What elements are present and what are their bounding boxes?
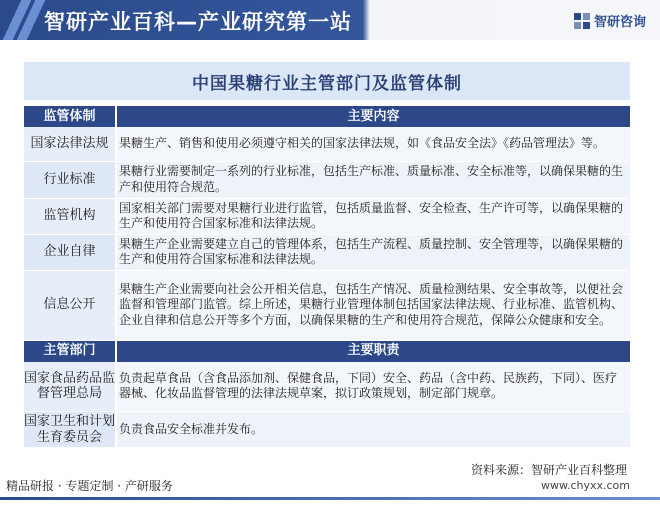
header-cell: 主要内容 [116, 106, 630, 127]
row-value: 果糖生产企业需要建立自己的管理体系，包括生产流程、质量控制、安全管理等，以确保果糖的生产和使用符合国家标准和法律法规。 [116, 234, 630, 270]
row-value: 果糖行业需要制定一系列的行业标准，包括生产标准、质量标准、安全标准等，以确保果糖的生产和使用符合规范。 [116, 161, 630, 198]
brand-name: 智研咨询 [593, 15, 646, 30]
regulation-table [24, 106, 630, 448]
table-header [24, 106, 630, 127]
table-row [24, 270, 630, 340]
table-row [24, 127, 630, 161]
source-url[interactable]: www.chyxx.com [540, 479, 630, 492]
row-key: 信息公开 [24, 270, 116, 340]
page-title-bar [24, 62, 630, 100]
table-row [24, 234, 630, 270]
table-row [24, 198, 630, 234]
row-key: 企业自律 [24, 234, 116, 270]
row-key: 国家法律法规 [24, 127, 116, 161]
source-label: 资料来源：智研产业百科整理 [470, 463, 627, 477]
header-title: 智研产业百科—产业研究第一站 [44, 10, 352, 34]
row-key: 行业标准 [24, 161, 116, 198]
brand[interactable] [574, 11, 646, 30]
row-value: 果糖生产、销售和使用必须遵守相关的国家法律法规，如《食品安全法》《药品管理法》等。 [116, 127, 630, 161]
footer-divider [0, 497, 660, 500]
footer-text: 精品研报 · 专题定制 · 产研服务 [6, 479, 173, 493]
row-key: 国家食品药品监督管理总局 [24, 362, 116, 412]
header-cell: 主管部门 [24, 340, 116, 362]
table-header [24, 340, 630, 362]
row-value: 负责食品安全标准并发布。 [116, 412, 630, 448]
page-title: 中国果糖行业主管部门及监管体制 [192, 73, 462, 94]
row-value: 负责起草食品（含食品添加剂、保健食品，下同）安全、药品（含中药、民族药，下同）、医疗器械、化妆品监督管理的法律法规草案，拟订政策规划，制定部门规章。 [116, 362, 630, 412]
brand-logo-icon [574, 13, 590, 29]
row-value: 果糖生产企业需要向社会公开相关信息，包括生产情况、质量检测结果、安全事故等，以便社会监督和管理部门监管。综上所述，果糖行业管理体制包括国家法律法规、行业标准、监管机构、企业自律和信息公开等多个方面，以确保果糖的生产和使用符合规范，保障公众健康和安全。 [116, 270, 630, 340]
header-banner [0, 0, 660, 40]
row-key: 国家卫生和计划生育委员会 [24, 412, 116, 448]
table-row [24, 362, 630, 412]
header-cell: 主要职责 [116, 340, 630, 362]
header-cell: 监管体制 [24, 106, 116, 127]
table-row [24, 161, 630, 198]
row-key: 监管机构 [24, 198, 116, 234]
footer [0, 474, 660, 494]
row-value: 国家相关部门需要对果糖行业进行监管，包括质量监督、安全检查、生产许可等，以确保果糖的生产和使用符合国家标准和法律法规。 [116, 198, 630, 234]
table-row [24, 412, 630, 448]
